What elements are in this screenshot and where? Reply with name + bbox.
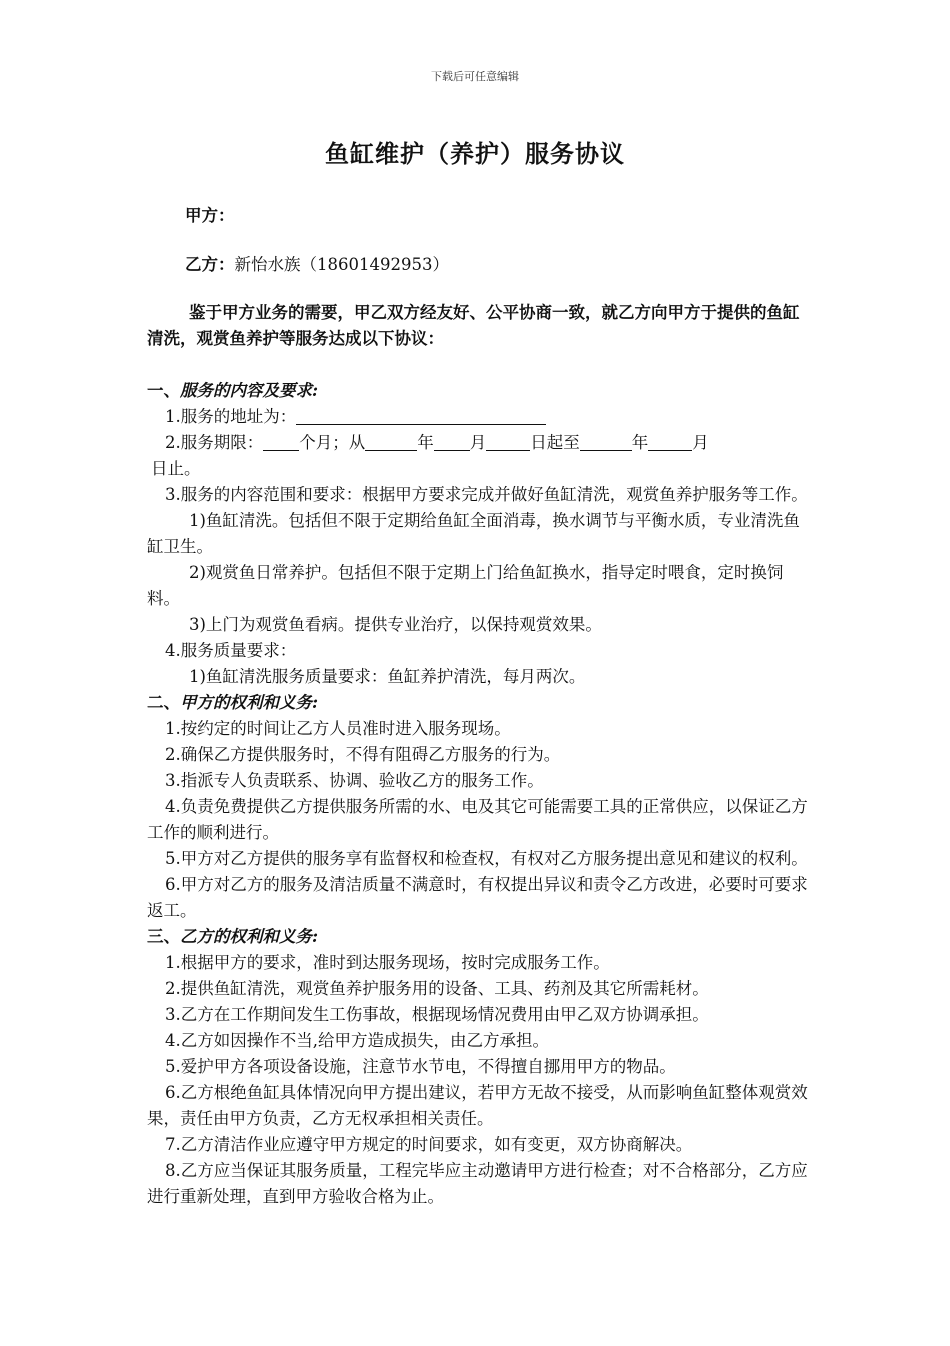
list-item: 8.乙方应当保证其服务质量，工程完毕应主动邀请甲方进行检查；对不合格部分，乙方应进行重新处理，直到甲方验收合格为止。 (147, 1161, 808, 1206)
party-a-line (185, 202, 235, 226)
list-item: 4.乙方如因操作不当,给甲方造成损失，由乙方承担。 (165, 1031, 549, 1050)
preamble: 鉴于甲方业务的需要，甲乙双方经友好、公平协商一致，就乙方向甲方于提供的鱼缸清洗，观赏鱼养护等服务达成以下协议： (147, 303, 800, 348)
party-b-label: 乙方： (185, 255, 235, 274)
s1-item-4-sub-1: 1)鱼缸清洗服务质量要求：鱼缸养护清洗，每月两次。 (189, 667, 586, 686)
list-item: 3.乙方在工作期间发生工伤事故，根据现场情况费用由甲乙双方协调承担。 (165, 1005, 709, 1024)
list-item: 6.乙方根绝鱼缸具体情况向甲方提出建议，若甲方无故不接受，从而影响鱼缸整体观赏效果，责任由甲方负责，乙方无权承担相关责任。 (147, 1083, 808, 1128)
s1-item-1: 1.服务的地址为： (147, 404, 815, 430)
list-item: 2.提供鱼缸清洗，观赏鱼养护服务用的设备、工具、药剂及其它所需耗材。 (165, 979, 709, 998)
section-3-heading: 三、乙方的权利和义务: (147, 927, 319, 946)
s1-item-2: 2.服务期限： 个月；从 年 月 日起至 年 月 日止。 (151, 433, 709, 478)
s1-item-3: 3.服务的内容范围和要求：根据甲方要求完成并做好鱼缸清洗，观赏鱼养护服务等工作。 (165, 485, 808, 504)
header-note: 下载后可任意编辑 (431, 70, 519, 83)
list-item: 5.爱护甲方各项设备设施，注意节水节电，不得擅自挪用甲方的物品。 (165, 1057, 676, 1076)
s1-sub-2: 2)观赏鱼日常养护。包括但不限于定期上门给鱼缸换水，指导定时喂食，定时换饲料。 (147, 563, 784, 608)
s1-item-4: 4.服务质量要求： (165, 641, 297, 660)
list-item: 5.甲方对乙方提供的服务享有监督权和检查权，有权对乙方服务提出意见和建议的权利。 (165, 849, 808, 868)
party-b-line (185, 251, 449, 275)
list-item: 1.根据甲方的要求，准时到达服务现场，按时完成服务工作。 (165, 953, 610, 972)
s1-sub-1: 1)鱼缸清洗。包括但不限于定期给鱼缸全面消毒，换水调节与平衡水质，专业清洗鱼缸卫生。 (147, 511, 800, 556)
list-item: 7.乙方清洁作业应遵守甲方规定的时间要求，如有变更，双方协商解决。 (165, 1135, 693, 1154)
section-1-heading: 一、服务的内容及要求: (147, 381, 319, 400)
list-item: 6.甲方对乙方的服务及清洁质量不满意时，有权提出异议和责令乙方改进，必要时可要求返工。 (147, 875, 808, 920)
list-item: 3.指派专人负责联系、协调、验收乙方的服务工作。 (165, 771, 544, 790)
document-title: 鱼缸维护（养护）服务协议 (325, 139, 625, 168)
document-body (147, 300, 815, 1210)
section-2-heading: 二、甲方的权利和义务: (147, 693, 319, 712)
list-item: 1.按约定的时间让乙方人员准时进入服务现场。 (165, 719, 511, 738)
party-b-value: 新怡水族（18601492953） (234, 255, 449, 274)
s1-sub-3: 3)上门为观赏鱼看病。提供专业治疗，以保持观赏效果。 (189, 615, 602, 634)
list-item: 2.确保乙方提供服务时，不得有阻碍乙方服务的行为。 (165, 745, 561, 764)
party-a-label: 甲方： (185, 206, 235, 225)
list-item: 4.负责免费提供乙方提供服务所需的水、电及其它可能需要工具的正常供应，以保证乙方工作的顺利进行。 (147, 797, 808, 842)
